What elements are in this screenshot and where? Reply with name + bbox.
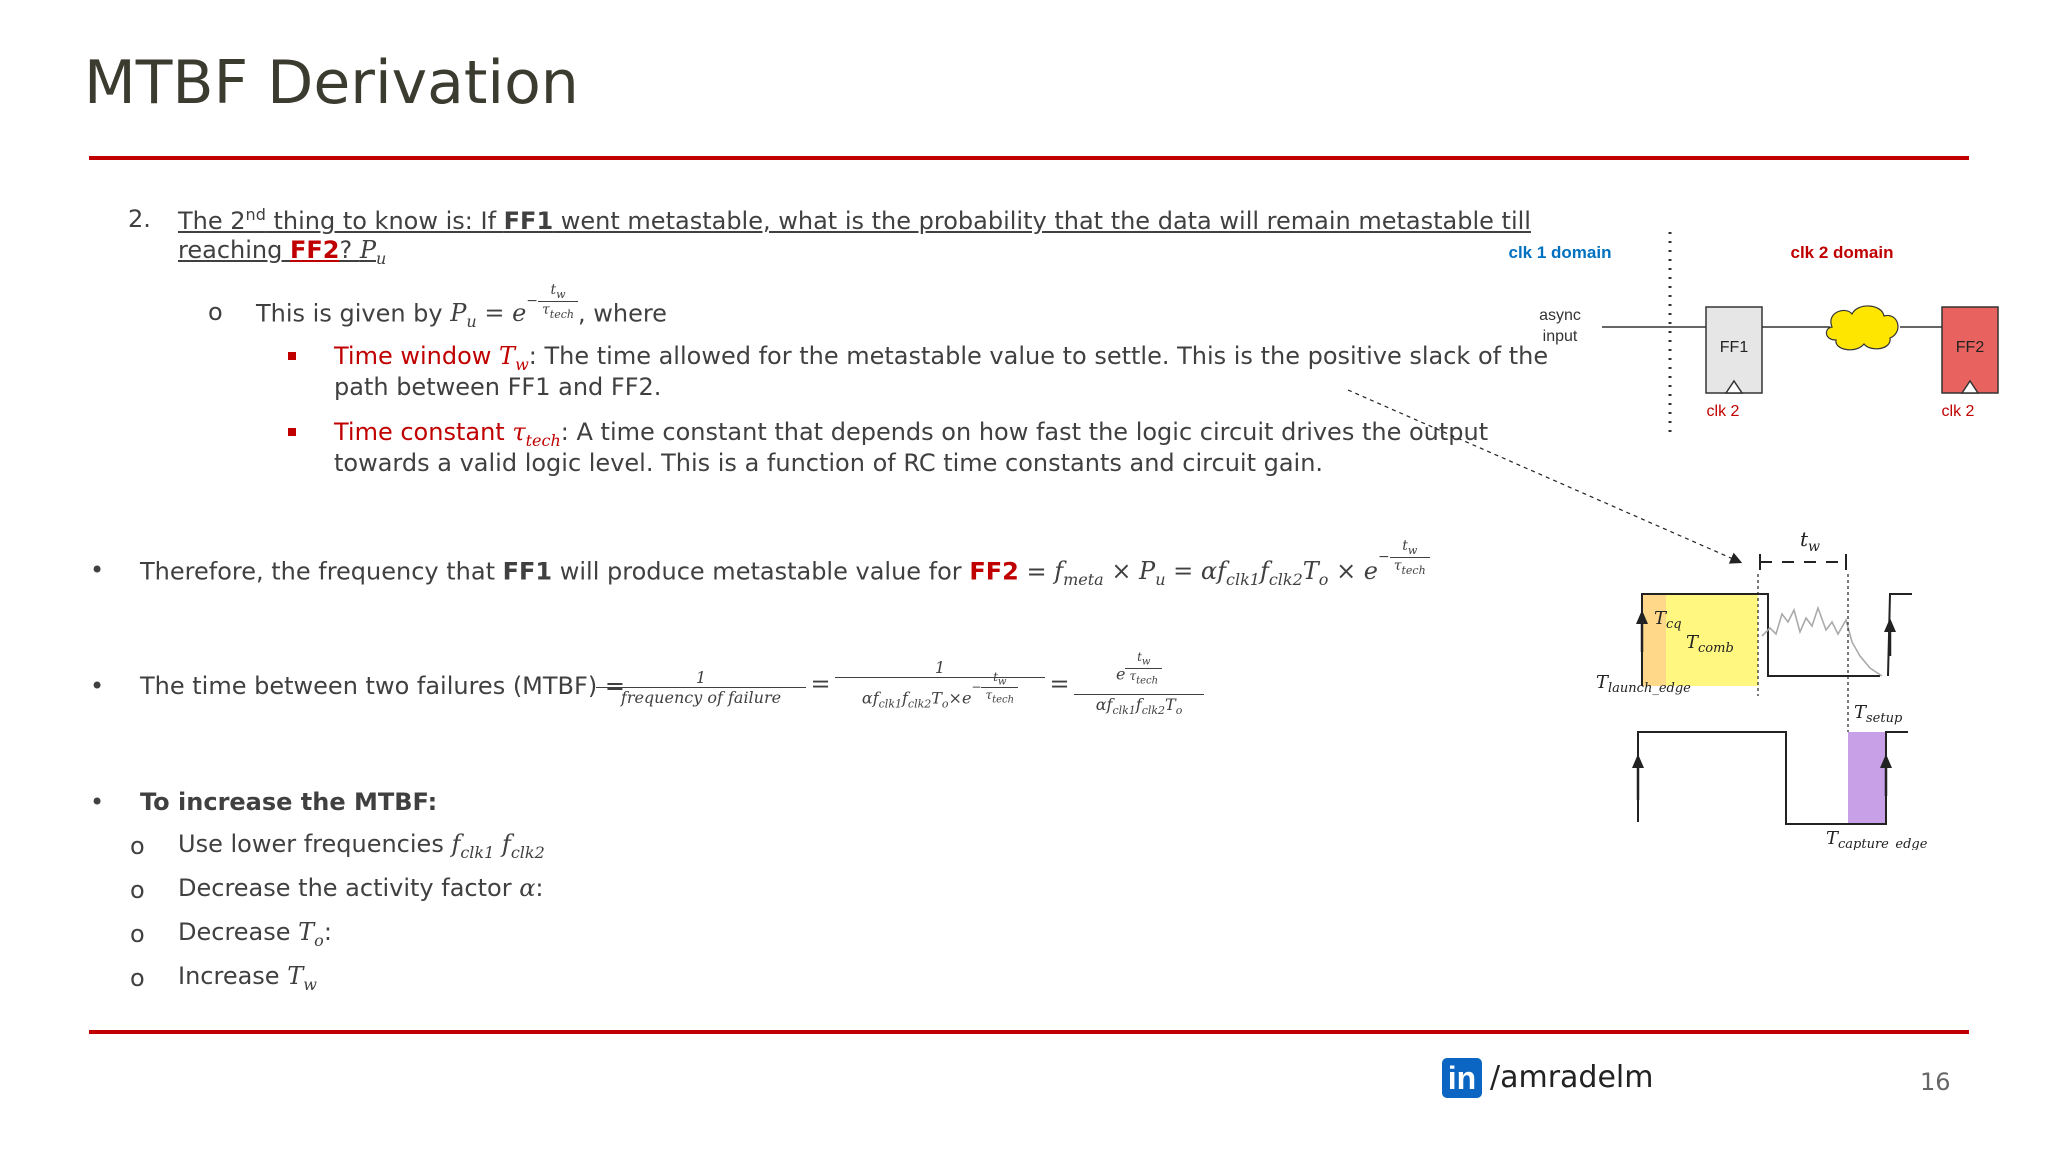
- exp-den: τ: [985, 688, 993, 703]
- ff2-label: FF2: [289, 236, 340, 264]
- launch-waveform: [1888, 594, 1912, 676]
- sub-bullet: o: [130, 832, 145, 860]
- to-sub: o: [941, 697, 949, 711]
- tsetup-label: $T_{setup}$: [1854, 702, 1903, 726]
- pu-subscript: u: [466, 312, 477, 332]
- f-symbol: f: [901, 688, 908, 708]
- time-constant-desc: : A time constant that depends on how fast the logic circuit drives the output: [560, 418, 1489, 446]
- exp-num-sub: w: [1141, 656, 1151, 668]
- f-sub: meta: [1063, 570, 1104, 590]
- time-constant-line2: towards a valid logic level. This is a function of RC time constants and circuit gain.: [334, 449, 1324, 477]
- equals-sign: =: [810, 670, 831, 699]
- to-symbol: T: [931, 688, 942, 708]
- increase-item: [178, 830, 545, 862]
- item2-text: went metastable, what is the probability that the data will remain metastable till: [553, 207, 1531, 235]
- logic-cloud: [1826, 306, 1898, 350]
- exp-den-sub: tech: [1136, 675, 1159, 687]
- metastable-noise: [1762, 608, 1882, 676]
- superscript-nd: nd: [245, 205, 266, 224]
- exp-base: × e: [1328, 557, 1379, 586]
- pu-subscript: u: [1155, 570, 1166, 590]
- given-by-line: This is given by $P_u = e^{- \frac{t_w}{\tau_{tech}}}$ , where: [256, 282, 667, 332]
- clk2-label: clk 2: [1941, 403, 1975, 420]
- fraction-2: 1 $\alpha f_{clk1}f_{clk2}T_o\times e^{- \frac{t_w}{\tau_{tech}}}$: [835, 658, 1045, 718]
- arrow-head: [1632, 754, 1644, 768]
- tlaunch-label: $T_{launch\_edge}$: [1596, 672, 1691, 696]
- exp-num-sub: w: [997, 676, 1007, 688]
- f-symbol: f: [1259, 557, 1269, 586]
- increase-item: [178, 874, 544, 902]
- f-symbol: f: [1135, 695, 1142, 715]
- fraction-3: [1074, 650, 1204, 718]
- item-tail: :: [323, 918, 332, 946]
- exp-num-sub: w: [1407, 543, 1418, 557]
- exp-den: τ: [1393, 557, 1402, 574]
- therefore-text: Therefore, the frequency that: [140, 557, 503, 586]
- to-sub: o: [314, 930, 324, 950]
- clk1-sub: clk1: [1112, 704, 1136, 718]
- exp-den: τ: [1129, 668, 1137, 683]
- item2-text: ?: [339, 236, 360, 264]
- square-bullet: [288, 352, 296, 360]
- clk1-sub: clk1: [460, 842, 495, 862]
- item-text: Use lower frequencies: [178, 830, 452, 858]
- exp-base: = e: [476, 299, 527, 328]
- exp-base: e: [1115, 664, 1126, 684]
- equals-sign: =: [1049, 670, 1070, 699]
- exp-den-sub: tech: [549, 307, 574, 321]
- async-input-label: input: [1542, 328, 1578, 345]
- ff1-label: FF1: [1719, 339, 1749, 356]
- increase-item: [178, 918, 332, 950]
- item-number: 2.: [128, 205, 151, 233]
- tw-subscript: w: [515, 354, 529, 374]
- frac1-den: frequency of failure: [620, 688, 782, 708]
- clk2-domain-label: clk 2 domain: [1790, 243, 1894, 262]
- clk2-sub: clk2: [1268, 570, 1303, 590]
- ff1-label: FF1: [503, 207, 554, 235]
- time-window-desc: : The time allowed for the metastable value to settle. This is the positive slack of the: [528, 342, 1549, 370]
- tw-label: $t_w$: [1800, 527, 1821, 555]
- exp-base: ×e: [948, 688, 972, 708]
- item-text: Decrease: [178, 918, 299, 946]
- f-symbol: f: [1054, 557, 1064, 586]
- exp-num: t: [1137, 650, 1142, 665]
- alpha-f: = αf: [1165, 557, 1226, 586]
- given-suffix: , where: [577, 299, 667, 328]
- to-symbol: T: [1302, 557, 1319, 586]
- item-text: Increase: [178, 962, 288, 990]
- item2-line1: [178, 205, 1531, 235]
- tcapture-label: $T_{capture\_edge}$: [1826, 828, 1928, 850]
- increase-heading: To increase the MTBF:: [140, 788, 438, 816]
- exp-num: t: [1402, 538, 1408, 554]
- exp-num: t: [550, 282, 557, 298]
- timing-diagram: [1590, 510, 1990, 850]
- mtbf-equation: [596, 650, 1204, 718]
- item2-text: reaching: [178, 236, 290, 264]
- bullet-dot: •: [90, 556, 105, 584]
- increase-item: [178, 962, 317, 994]
- tw-symbol: T: [287, 962, 304, 990]
- to-sub: o: [1318, 570, 1329, 590]
- therefore-text: will produce metastable value for: [552, 557, 970, 586]
- to-symbol: T: [298, 918, 315, 946]
- item-text: Decrease the activity factor: [178, 874, 520, 902]
- tcomb-label: $T_{comb}$: [1686, 632, 1734, 656]
- time-window-label: Time window: [334, 342, 500, 370]
- tcomb-region: [1666, 594, 1758, 686]
- exp-den-sub: tech: [1401, 563, 1426, 577]
- clk2-sub: clk2: [1141, 704, 1166, 718]
- linkedin-icon[interactable]: in: [1442, 1058, 1482, 1098]
- f-symbol: f: [494, 830, 511, 858]
- alpha-f: αf: [861, 688, 879, 708]
- page-number: 16: [1920, 1068, 1951, 1096]
- pu-symbol: P: [359, 236, 376, 264]
- sub-bullet: o: [208, 298, 223, 326]
- tw-symbol: T: [499, 342, 516, 370]
- time-constant-label: Time constant: [334, 418, 513, 446]
- sub-bullet: o: [130, 920, 145, 948]
- therefore-line: Therefore, the frequency that FF1 will produce metastable value for $FF2 = f_{meta} \times P_u = \alpha f_{clk1}f_{clk2}T_o \times e^{- \frac{t_w}{\tau_{tech}}}$: [140, 556, 1430, 595]
- clk2-sub: clk2: [510, 842, 545, 862]
- tcq-label: $T_{cq}$: [1654, 608, 1682, 632]
- therefore-eq: =: [1018, 557, 1055, 586]
- bottom-divider: [89, 1030, 1969, 1034]
- arrow-head: [1884, 618, 1896, 632]
- time-window-line2: path between FF1 and FF2.: [334, 373, 662, 401]
- ff1-label: FF1: [502, 557, 553, 586]
- tsetup-region: [1848, 732, 1886, 824]
- ff2-label: FF2: [1955, 339, 1985, 356]
- clk2-label: clk 2: [1706, 403, 1740, 420]
- linkedin-handle[interactable]: /amradelm: [1490, 1060, 1654, 1095]
- item2-text: thing to know is: If: [265, 207, 504, 235]
- ff2-label: FF2: [969, 557, 1019, 586]
- exp-den: τ: [542, 301, 550, 318]
- square-bullet: [288, 428, 296, 436]
- to-sub: o: [1175, 704, 1183, 718]
- sub-bullet: o: [130, 964, 145, 992]
- mtbf-label: The time between two failures (MTBF) =: [140, 672, 625, 700]
- tau-subscript: tech: [525, 430, 561, 450]
- tw-subscript: w: [303, 974, 317, 994]
- top-divider: [89, 156, 1969, 160]
- async-input-label: async: [1539, 307, 1581, 324]
- alpha-f: αf: [1095, 695, 1113, 715]
- frac2-num: 1: [835, 658, 1045, 678]
- clk1-sub: clk1: [878, 697, 902, 711]
- exp-num-sub: w: [556, 287, 566, 301]
- item-tail: :: [535, 874, 544, 902]
- alpha-symbol: α: [519, 874, 536, 902]
- bullet-dot: •: [90, 788, 105, 816]
- page-title: MTBF Derivation: [84, 48, 579, 118]
- bullet-dot: •: [90, 672, 105, 700]
- given-text: This is given by: [256, 299, 451, 328]
- clk1-sub: clk1: [1225, 570, 1260, 590]
- clk1-domain-label: clk 1 domain: [1508, 243, 1612, 262]
- item2-text: The 2: [178, 207, 246, 235]
- time-window-line1: [334, 342, 1548, 374]
- item2-line2: [178, 236, 386, 268]
- time-constant-line1: [334, 418, 1488, 450]
- tau-symbol: τ: [512, 418, 526, 446]
- exp-den-sub: tech: [992, 694, 1015, 706]
- frac1-num: 1: [596, 668, 806, 688]
- sub-bullet: o: [130, 876, 145, 904]
- clk2-sub: clk2: [907, 697, 932, 711]
- fraction-1: [596, 668, 806, 707]
- to-symbol: T: [1165, 695, 1176, 715]
- pu-subscript: u: [376, 248, 387, 268]
- pu-symbol: P: [450, 299, 467, 328]
- f-symbol: f: [451, 830, 461, 858]
- pu-symbol: × P: [1103, 557, 1156, 586]
- exp-num: t: [993, 670, 998, 684]
